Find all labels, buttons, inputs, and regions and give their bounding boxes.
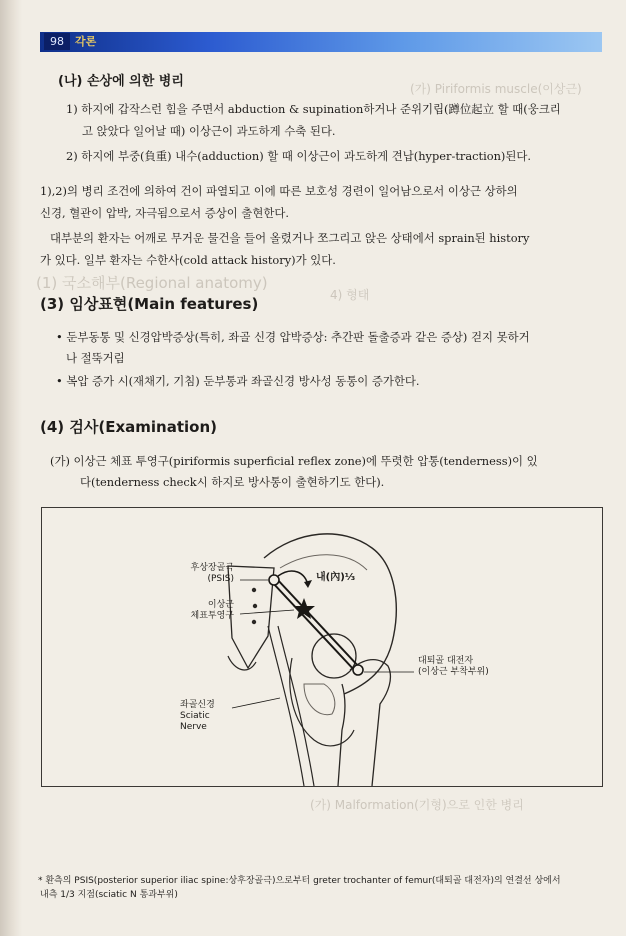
arrow-head <box>304 580 312 588</box>
figure-footnote: * 환측의 PSIS(posterior superior iliac spine:상후장골극)으로부터 greter trochanter of femur(대퇴골 대전자)의 연결선 상에서 내측 1/3 지점(sciatic N 통과부위) <box>38 876 561 900</box>
sacral-foramen <box>253 604 257 608</box>
header-bar <box>40 32 602 52</box>
feature-bullet: • 둔부동통 및 신경압박증상(특히, 좌골 신경 압박증상: 추간판 돌출증과 같은 증상) 걷지 못하거 <box>56 330 530 344</box>
sacral-foramen <box>252 620 256 624</box>
bleed-through-text: 4) 형태 <box>330 288 370 302</box>
leader-line <box>240 610 294 614</box>
examination-line: 다(tenderness check시 하지로 방사통이 출현하기도 한다). <box>80 475 385 489</box>
page-number: 98 <box>44 33 70 50</box>
pelvis-figure <box>41 507 603 787</box>
psis-point <box>269 575 279 585</box>
bleed-through-text: (가) Malformation(기형)으로 인한 병리 <box>310 798 524 812</box>
psis-trochanter-line <box>272 582 356 672</box>
feature-bullet: 나 절뚝거림 <box>66 351 125 365</box>
trochanter-point <box>353 665 363 675</box>
zone-label: 이상근 체표투영구 <box>190 600 234 621</box>
psis-trochanter-line <box>276 578 360 668</box>
iliac-crest-inner <box>280 555 367 570</box>
trochanter-label: 대퇴골 대전자 (이상근 부착부위) <box>418 656 489 677</box>
paragraph-line: 신경, 혈관이 압박, 자극됨으로서 증상이 출현한다. <box>40 206 290 220</box>
sciatic-nerve <box>268 626 304 786</box>
section-tag: 각론 <box>75 35 97 48</box>
iliac-wing <box>264 534 396 694</box>
femur <box>338 684 345 786</box>
bleed-through-text: (가) Piriformis muscle(이상근) <box>410 82 582 96</box>
examination-line: (가) 이상근 체표 투영구(piriformis superficial reflex zone)에 뚜렷한 압통(tenderness)이 있 <box>50 454 538 468</box>
pathology-item: 2) 하지에 부중(負重) 내수(adduction) 할 때 이상근이 과도하게 견납(hyper-traction)된다. <box>66 149 532 163</box>
sciatic-nerve-label: 좌골신경 Sciatic Nerve <box>180 700 215 732</box>
pathology-item: 1) 하지에 갑작스런 힘을 주면서 abduction & supination하거나 준위기립(蹲位起立 할 때(웅크리 <box>66 102 561 116</box>
inner-third-label: 내(內)⅓ <box>316 572 356 583</box>
feature-bullet: • 복압 증가 시(재채기, 기침) 둔부통과 좌골신경 방사성 동통이 증가한다. <box>56 374 420 388</box>
paragraph-line: 대부분의 환자는 어깨로 무거운 물건을 들어 올렸거나 쪼그리고 앉은 상태에서 sprain된 history <box>50 231 530 245</box>
subsection-heading: (나) 손상에 의한 병리 <box>58 74 184 89</box>
section-heading-examination: (4) 검사(Examination) <box>40 418 217 436</box>
section-heading-main-features: (3) 임상표현(Main features) <box>40 295 259 313</box>
sacral-foramen <box>252 588 256 592</box>
leader-line <box>232 698 280 708</box>
bleed-through-text: (1) 국소해부(Regional anatomy) <box>36 274 268 292</box>
paragraph-line: 1),2)의 병리 조건에 의하여 건이 파열되고 이에 따른 보호성 경련이 일어남으로서 이상근 상하의 <box>40 184 518 198</box>
pathology-item: 고 앉았다 일어날 때) 이상근이 과도하게 수축 된다. <box>82 124 336 138</box>
page-binding-edge <box>0 0 22 936</box>
obturator-foramen <box>304 684 335 715</box>
psis-label: 후상장골극 (PSIS) <box>190 563 234 584</box>
pelvis-illustration <box>42 508 602 786</box>
sciatic-nerve <box>278 626 314 786</box>
paragraph-line: 가 있다. 일부 환자는 수한사(cold attack history)가 있다. <box>40 253 336 267</box>
sacrum <box>228 566 274 668</box>
